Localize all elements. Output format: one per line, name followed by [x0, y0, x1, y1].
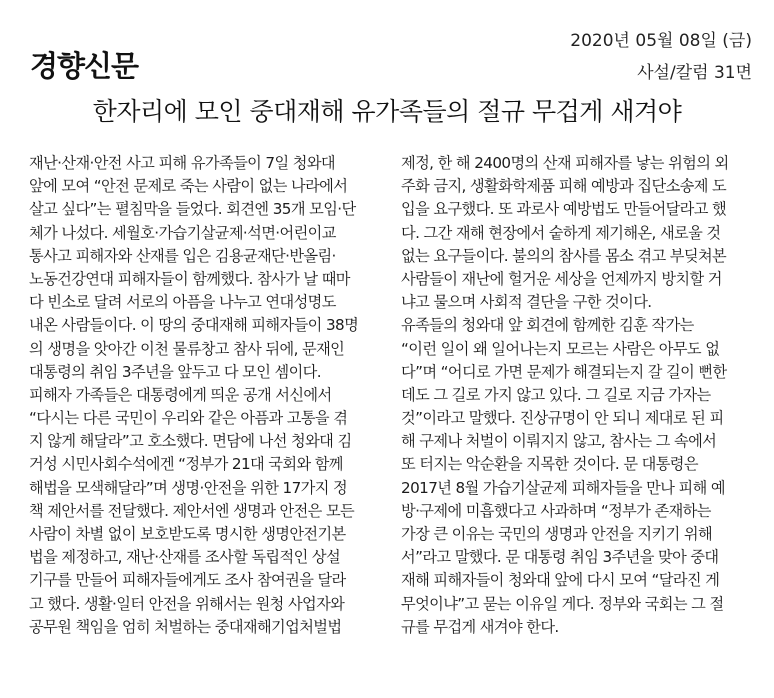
article-line: 다 빈소로 달려 서로의 아픔을 나누고 연대성명도	[29, 293, 336, 312]
article-line: 대통령의 취임 3주년을 앞두고 다 모인 셈이다.	[29, 362, 321, 381]
article-line: 냐고 물으며 사회적 결단을 구한 것이다.	[401, 293, 652, 312]
article-line: 체가 나섰다. 세월호·가습기살균제·석면·어린이교	[29, 223, 336, 242]
article-line: 재해 피해자들이 청와대 앞에 다시 모여 “달라진 게	[401, 571, 720, 590]
article-line: 통사고 피해자와 산재를 입은 김용균재단·반올림·	[29, 246, 336, 265]
article-line: 다”며 “어디로 가면 문제가 해결되는지 갈 길이 뻔한	[401, 362, 727, 381]
article-line: 의 생명을 앗아간 이천 물류창고 참사 뒤에, 문재인	[29, 339, 345, 358]
article-column-right	[401, 152, 753, 639]
article-column-left	[29, 152, 384, 639]
article-line: 입을 요구했다. 또 과로사 예방법도 만들어달라고 했	[401, 200, 727, 219]
article-headline: 한자리에 모인 중대재해 유가족들의 절규 무겁게 새겨야	[92, 97, 682, 126]
article-line: 유족들의 청와대 앞 회견에 함께한 김훈 작가는	[401, 316, 694, 335]
article-line: 가장 큰 이유는 국민의 생명과 안전을 지키기 위해	[401, 525, 713, 543]
article-line: 방·구제에 미흡했다고 사과하며 “정부가 존재하는	[401, 501, 711, 520]
article-line: 피해자 가족들은 대통령에게 띄운 공개 서신에서	[29, 385, 332, 404]
article-line: “다시는 다른 국민이 우리와 같은 아픔과 고통을 겪	[29, 409, 348, 428]
article-line: 기구를 만들어 피해자들에게도 조사 참여권을 달라	[29, 571, 346, 590]
article-line: 서”라고 말했다. 문 대통령 취임 3주년을 맞아 중대	[401, 548, 719, 567]
publication-date: 2020년 05월 08일 (금)	[570, 31, 752, 51]
article-line: 해 구제나 처벌이 이뤄지지 않고, 참사는 그 속에서	[401, 432, 717, 451]
article-line: 데도 그 길로 가지 않고 있다. 그 길로 지금 가자는	[401, 385, 711, 404]
newspaper-masthead: 경향신문	[30, 49, 139, 83]
article-line: 재난·산재·안전 사고 피해 유가족들이 7일 청와대	[29, 154, 336, 172]
article-line: 2017년 8월 가습기살균제 피해자들을 만나 피해 예	[401, 478, 725, 497]
article-line: 규를 무겁게 새겨야 한다.	[401, 617, 559, 636]
article-line: 사람들이 재난에 헐거운 세상을 언제까지 방치할 거	[401, 269, 722, 288]
article-line: 없는 요구들이다. 불의의 참사를 몸소 겪고 부딪쳐본	[401, 246, 727, 265]
article-line: 책 제안서를 전달했다. 제안서엔 생명과 안전은 모든	[29, 501, 355, 520]
article-line: 노동건강연대 피해자들이 함께했다. 참사가 날 때마	[29, 269, 350, 288]
article-line: 것”이라고 말했다. 진상규명이 안 되니 제대로 된 피	[401, 409, 724, 428]
article-line: “이런 일이 왜 일어나는지 모르는 사람은 아무도 없	[401, 339, 720, 358]
article-line: 지 않게 해달라”고 호소했다. 면담에 나선 청와대 김	[29, 432, 352, 451]
section-page-label: 사설/칼럼 31면	[637, 63, 752, 83]
article-line: 또 터지는 악순환을 지목한 것이다. 문 대통령은	[401, 455, 698, 474]
article-line: 공무원 책임을 엄히 처벌하는 중대재해기업처벌법	[29, 617, 342, 636]
article-line: 사람이 차별 없이 보호받도록 명시한 생명안전기본	[29, 525, 346, 543]
article-line: 앞에 모여 “안전 문제로 죽는 사람이 없는 나라에서	[29, 177, 348, 196]
article-line: 해법을 모색해달라”며 생명·안전을 위한 17가지 정	[29, 478, 348, 497]
article-line: 주화 금지, 생활화학제품 피해 예방과 집단소송제 도	[401, 177, 727, 196]
article-line: 살고 싶다”는 펼침막을 들었다. 회견엔 35개 모임·단	[29, 200, 356, 219]
article-line: 내온 사람들이다. 이 땅의 중대재해 피해자들이 38명	[29, 316, 359, 335]
article-line: 무엇이냐”고 묻는 이유일 게다. 정부와 국회는 그 절	[401, 594, 724, 613]
article-line: 법을 제정하고, 재난·산재를 조사할 독립적인 상설	[29, 548, 341, 567]
article-line: 제정, 한 해 2400명의 산재 피해자를 낳는 위험의 외	[401, 154, 729, 172]
article-line: 고 했다. 생활·일터 안전을 위해서는 원청 사업자와	[29, 594, 345, 613]
article-line: 다. 그간 재해 현장에서 숱하게 제기해온, 새로울 것	[401, 223, 721, 242]
article-line: 거성 시민사회수석에겐 “정부가 21대 국회와 함께	[29, 455, 343, 474]
